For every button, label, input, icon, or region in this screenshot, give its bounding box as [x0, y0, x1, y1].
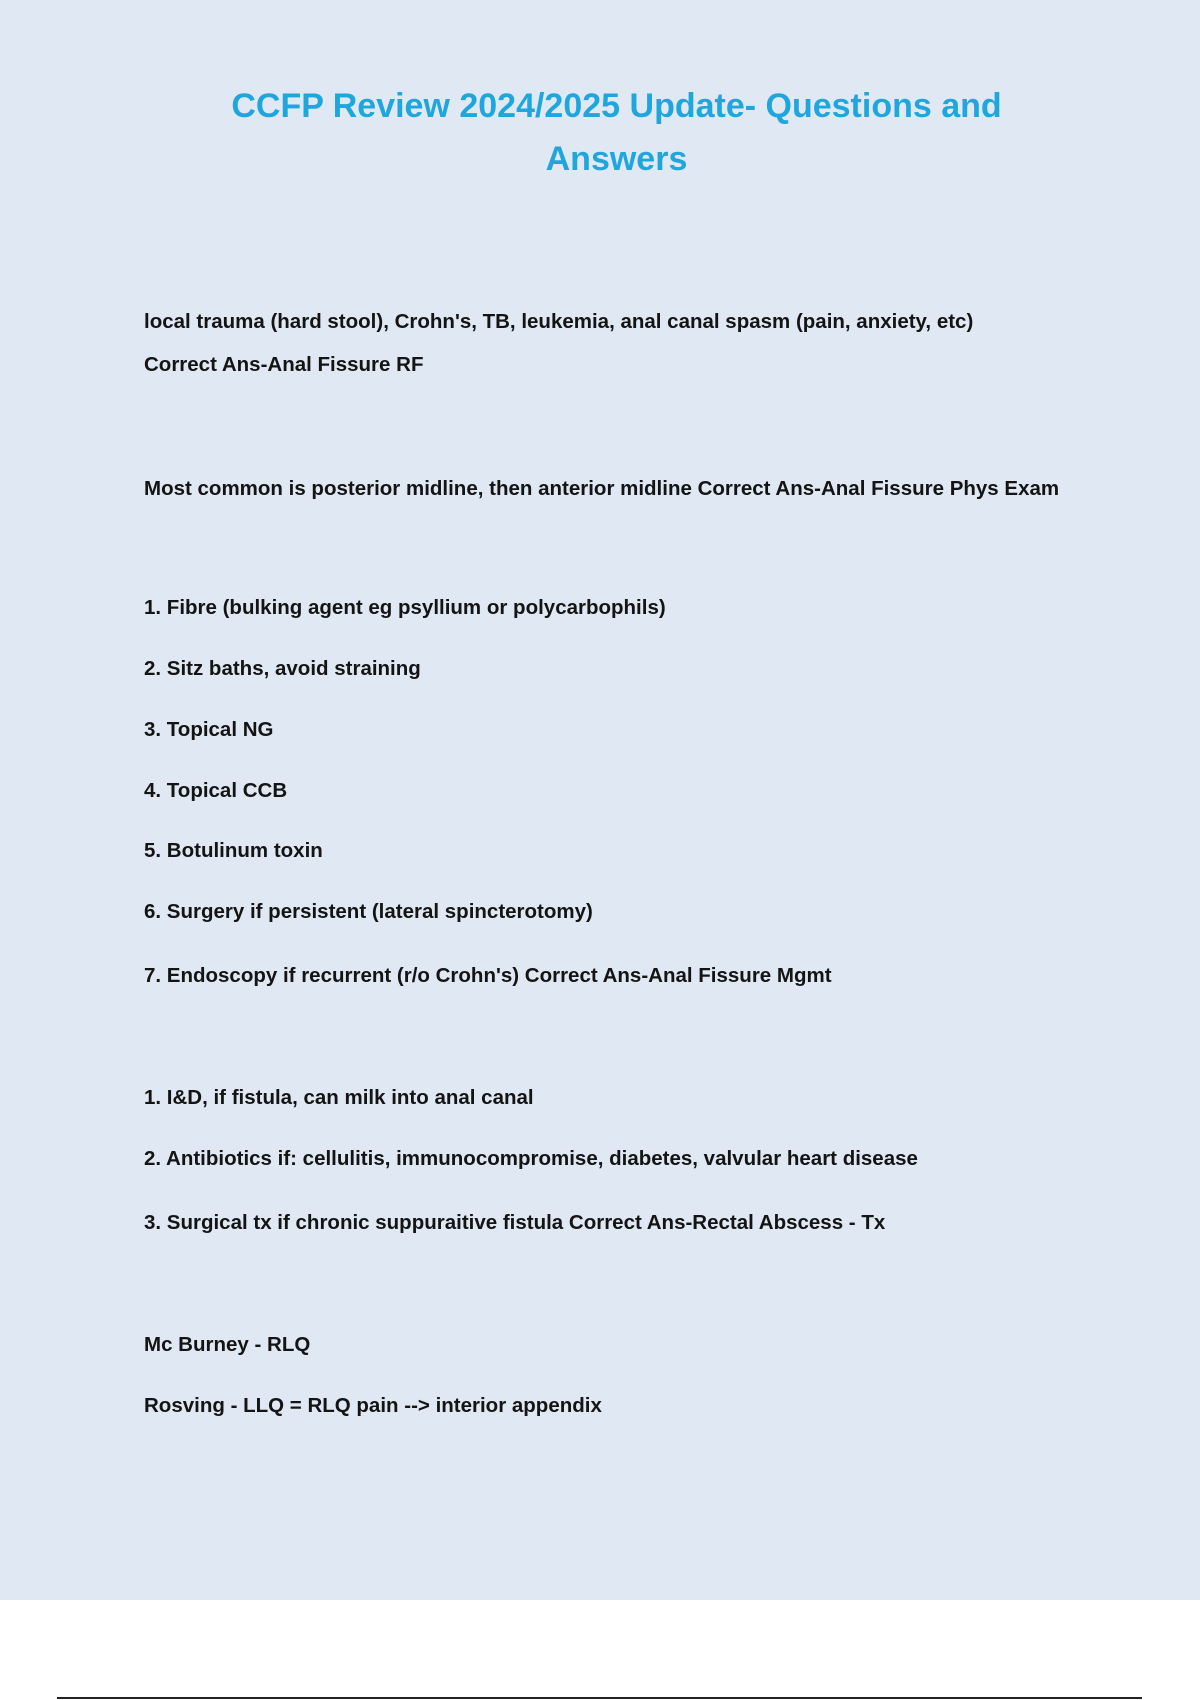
document-title	[0, 80, 1200, 186]
title-line-1: CCFP Review 2024/2025 Update- Questions and	[231, 87, 1002, 125]
qa-line: 4. Topical CCB	[144, 779, 288, 802]
qa-line: Mc Burney - RLQ	[144, 1333, 311, 1356]
qa-line: 5. Botulinum toxin	[144, 839, 323, 862]
footer-divider	[57, 1697, 1142, 1699]
qa-line: 2. Antibiotics if: cellulitis, immunocompromise, diabetes, valvular heart disease	[144, 1147, 918, 1170]
qa-line: 1. I&D, if fistula, can milk into anal canal	[144, 1086, 534, 1109]
qa-line: Correct Ans-Anal Fissure RF	[144, 353, 424, 376]
qa-line: 2. Sitz baths, avoid straining	[144, 657, 421, 680]
qa-line: 1. Fibre (bulking agent eg psyllium or polycarbophils)	[144, 596, 666, 619]
qa-line: 6. Surgery if persistent (lateral spincterotomy)	[144, 900, 593, 923]
title-line-2: Answers	[545, 140, 688, 178]
qa-line: 3. Topical NG	[144, 718, 274, 741]
qa-line: 7. Endoscopy if recurrent (r/o Crohn's) Correct Ans-Anal Fissure Mgmt	[144, 964, 832, 987]
qa-line: 3. Surgical tx if chronic suppuraitive fistula Correct Ans-Rectal Abscess - Tx	[144, 1211, 886, 1234]
qa-line: Most common is posterior midline, then anterior midline Correct Ans-Anal Fissure Phys Exam	[144, 477, 1060, 500]
qa-line: Rosving - LLQ = RLQ pain --> interior appendix	[144, 1394, 602, 1417]
qa-line: local trauma (hard stool), Crohn's, TB, leukemia, anal canal spasm (pain, anxiety, etc)	[144, 310, 974, 333]
